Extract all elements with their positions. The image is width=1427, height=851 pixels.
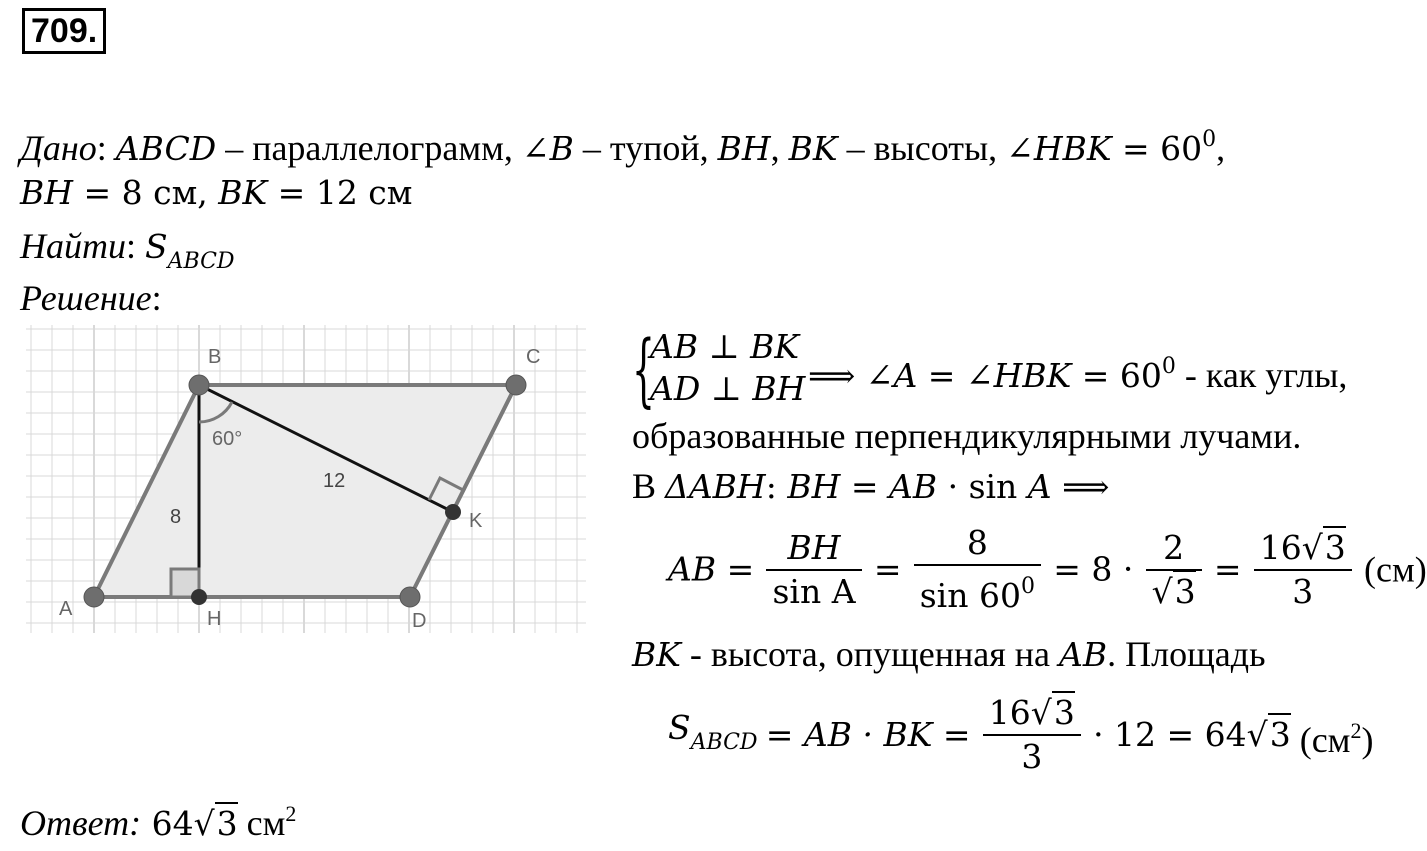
given-line-2 [20, 170, 412, 215]
f2-den-text: sin 60 [919, 576, 1021, 615]
label-bk-12: 12 [323, 470, 346, 492]
ab-eq1: = [873, 549, 902, 589]
given-label: Дано [20, 128, 97, 168]
l3-colon: : [765, 467, 788, 506]
l5-bk: BK [632, 635, 681, 674]
area-f-num: 16√3 [983, 692, 1081, 736]
angle-equality-line [808, 345, 1347, 398]
l3-eq: = [840, 467, 889, 506]
f4-den: 3 [1292, 571, 1314, 611]
given2-bh-val: = 8 см, [73, 173, 219, 212]
f2-den-sup: 0 [1020, 574, 1035, 599]
l3-a: A [1027, 467, 1052, 506]
eq1-60: = 60 [1071, 356, 1162, 395]
area-mid: = AB · BK = [765, 715, 971, 754]
find-line [20, 224, 235, 284]
eq1-degree: 0 [1161, 354, 1176, 379]
point-a [84, 587, 104, 607]
area-unit-sup: 2 [1350, 717, 1362, 743]
solution-label: Решение [20, 278, 152, 318]
label-bh-8: 8 [170, 506, 182, 528]
answer-radicand: 3 [216, 804, 238, 843]
parallelogram-figure [26, 325, 586, 633]
system-line-2 [650, 366, 805, 411]
f1-den: sin A [772, 571, 856, 611]
given-abcd: ABCD [115, 129, 217, 168]
reasoning-line-2: образованные перпендикулярными лучами. [632, 416, 1302, 456]
l5-ab: AB [1059, 635, 1108, 674]
sys1-perp: ⊥ [698, 327, 751, 366]
l5-area: . Площадь [1107, 634, 1266, 674]
solution-line [20, 276, 162, 320]
reasoning-line-3 [632, 464, 1109, 509]
answer-unit-sup: 2 [285, 801, 297, 826]
given-b: B [549, 129, 574, 168]
fraction-16sqrt3-3 [1254, 527, 1352, 613]
answer-label: Ответ: [20, 803, 142, 843]
sys2-ad: AD [650, 369, 701, 408]
given2-bk-val: = 12 см [267, 173, 413, 212]
solution-sep: : [151, 278, 162, 318]
find-sub: ABCD [167, 249, 235, 274]
f4-num-radicand: 3 [1324, 527, 1346, 567]
l3-ab: AB [889, 467, 938, 506]
f3-num: 2 [1146, 527, 1202, 571]
eq1-eq: = ∠ [917, 356, 994, 395]
given2-bk: BK [218, 173, 268, 212]
label-d: D [412, 610, 427, 632]
fraction-bh-sina [766, 527, 861, 613]
fraction-2-sqrt3 [1146, 527, 1202, 613]
sys2-bh: BH [752, 369, 806, 408]
given-text-parallelogram: – параллелограмм, [216, 128, 522, 168]
implies-arrow: ⟹ ∠ [808, 356, 894, 395]
system-brace: { [632, 323, 655, 416]
area-unit-text: (см [1290, 719, 1351, 760]
area-s [668, 707, 758, 755]
f4-num: 16√3 [1254, 527, 1352, 571]
point-d [400, 587, 420, 607]
f1-num: BH [766, 527, 861, 571]
answer-value: 64 [141, 804, 194, 843]
label-a: A [59, 598, 73, 620]
given2-bh: BH [20, 173, 74, 212]
label-angle-60: 60° [212, 428, 243, 450]
given-trailing-comma: , [1216, 128, 1226, 168]
answer-line [20, 792, 296, 846]
f3-den-radicand: 3 [1174, 571, 1196, 611]
l3-bh: BH [787, 467, 841, 506]
area-s-sub: ABCD [690, 729, 758, 755]
given-text-obtuse: – тупой, [573, 128, 718, 168]
answer-sqrt: √3 [193, 804, 238, 843]
system-line-1 [650, 324, 799, 369]
ab-lhs: AB = [668, 549, 755, 589]
ab-equation [668, 522, 1427, 617]
eq1-a: A [893, 356, 918, 395]
area-s-letter: S [668, 707, 691, 747]
given-text-heights: – высоты, [837, 128, 1007, 168]
area-unit-close: ) [1361, 719, 1374, 760]
angle-symbol: ∠ [521, 129, 550, 168]
problem-number: 709. [22, 8, 106, 54]
point-k [445, 504, 461, 520]
eq1-text: - как углы, [1175, 355, 1348, 395]
point-b [189, 375, 209, 395]
angle-symbol-2: ∠ [1006, 129, 1034, 168]
given-line-1 [20, 118, 1225, 171]
l3-sin: · sin [937, 467, 1028, 506]
label-b: B [208, 346, 222, 368]
label-c: C [526, 346, 541, 368]
given-bh: BH [717, 129, 771, 168]
area-rest: · 12 = 64√3 [1093, 715, 1291, 754]
area-f-radicand: 3 [1053, 693, 1075, 732]
find-sep: : [126, 226, 146, 266]
given-60: = 60 [1111, 129, 1203, 168]
given-degree-sup: 0 [1202, 127, 1217, 152]
fraction-8-sin60 [914, 522, 1041, 617]
find-s: S [145, 227, 168, 266]
given-sep: : [96, 128, 116, 168]
l5-text: - высота, опущенная на [680, 634, 1060, 674]
eq1-hbk: HBK [993, 356, 1072, 395]
area-f-den: 3 [1021, 737, 1043, 776]
given-hbk: HBK [1033, 129, 1112, 168]
fraction-area [983, 692, 1081, 778]
area-rest-text: · 12 = 64 [1093, 715, 1247, 754]
l3-v: В [632, 466, 666, 506]
point-c [506, 375, 526, 395]
sys2-perp: ⊥ [700, 369, 753, 408]
sys1-bk: BK [750, 327, 800, 366]
label-h: H [207, 608, 222, 630]
area-rest-radicand: 3 [1269, 715, 1291, 754]
l3-triangle: ΔABH [665, 467, 766, 506]
l3-implies: ⟹ [1051, 467, 1110, 506]
f4-num-16: 16 [1259, 527, 1302, 567]
f3-den: √3 [1151, 571, 1196, 611]
find-label: Найти [20, 226, 126, 266]
given-comma: , [770, 128, 789, 168]
label-k: K [469, 510, 483, 532]
given-bk: BK [788, 129, 838, 168]
ab-unit: (см) [1364, 549, 1427, 590]
ab-mid: = 8 · [1053, 549, 1134, 589]
area-unit [1290, 717, 1374, 760]
sys1-ab: AB [650, 327, 699, 366]
point-h [191, 589, 207, 605]
reasoning-line-5 [632, 632, 1266, 677]
f2-num: 8 [914, 522, 1041, 566]
answer-unit: см [237, 803, 286, 843]
ab-eq2: = [1213, 549, 1242, 589]
area-f-16: 16 [988, 693, 1031, 732]
area-equation [668, 692, 1373, 778]
f2-den [914, 566, 1041, 617]
